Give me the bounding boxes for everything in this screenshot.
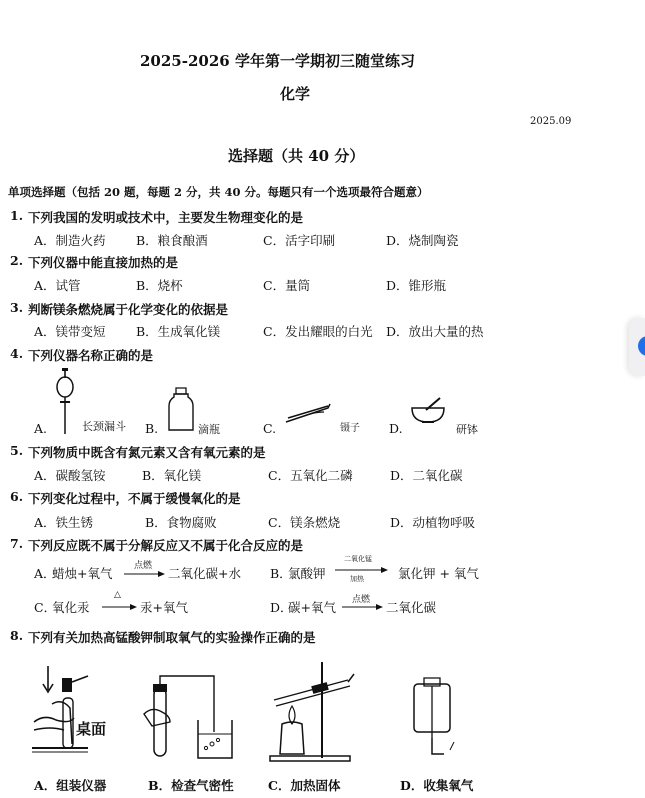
question-5-number: 5. <box>10 443 24 458</box>
q7-option-a-products: 二氧化碳+水 <box>168 566 241 581</box>
q8-option-a: A．组装仪器 <box>34 778 107 793</box>
q7-option-d-arrow <box>342 603 384 611</box>
q7-option-d-products: 二氧化碳 <box>386 600 437 615</box>
question-7-text: 下列反应既不属于分解反应又不属于化合反应的是 <box>28 538 304 553</box>
q7-option-b-reactants: 氯酸钾 <box>288 566 326 581</box>
q3-option-b: B．生成氧化镁 <box>136 324 221 339</box>
q7-option-c-arrow <box>102 603 138 611</box>
q2-option-d: D．锥形瓶 <box>386 278 447 293</box>
q4-label-a: 长颈漏斗 <box>82 420 126 433</box>
q2-option-b: B．烧杯 <box>136 278 183 293</box>
q8-option-d: D．收集氧气 <box>400 778 474 793</box>
q4-option-a: A. <box>34 421 48 436</box>
q7-option-c-letter: C． <box>34 600 57 615</box>
question-4-text: 下列仪器名称正确的是 <box>28 348 154 363</box>
question-5-text: 下列物质中既含有氮元素又含有氧元素的是 <box>28 445 266 460</box>
q5-option-d: D．二氧化碳 <box>390 468 463 483</box>
q1-option-d: D．烧制陶瓷 <box>386 233 459 248</box>
question-1-number: 1. <box>10 208 24 223</box>
exam-date: 2025.09 <box>530 116 572 127</box>
q7-option-c-products: 汞+氧气 <box>140 600 188 615</box>
q8-option-b: B．检查气密性 <box>148 778 234 793</box>
q7-option-b-condition-bottom: 加热 <box>350 575 364 583</box>
q7-option-b-arrow <box>335 566 389 574</box>
q6-option-b: B．食物腐败 <box>145 515 217 530</box>
q7-option-a-letter: A． <box>34 566 56 581</box>
q3-option-c: C．发出耀眼的白光 <box>263 324 373 339</box>
dropper-bottle-figure <box>166 388 196 433</box>
q4-label-c: 镊子 <box>340 423 360 434</box>
q7-option-b-condition-top: 二氧化锰 <box>344 555 372 563</box>
q8-option-c: C．加热固体 <box>268 778 341 793</box>
q7-option-b-products: 氯化钾 + 氧气 <box>398 566 479 581</box>
q7-option-d-reactants: 碳+氧气 <box>288 600 336 615</box>
q7-option-b-letter: B． <box>270 566 292 581</box>
q5-option-b: B．氧化镁 <box>142 468 202 483</box>
q7-option-a-reactants: 蜡烛+氧气 <box>52 566 113 581</box>
floating-side-widget[interactable] <box>629 318 645 376</box>
question-8-number: 8. <box>10 628 24 643</box>
q7-option-a-arrow <box>124 570 166 578</box>
q4-option-c: C. <box>263 421 277 436</box>
q4-option-b: B. <box>145 421 159 436</box>
q4-option-d: D. <box>389 421 403 436</box>
q1-option-c: C．活字印刷 <box>263 233 336 248</box>
q7-option-d-condition: 点燃 <box>352 595 371 605</box>
question-4-number: 4. <box>10 346 24 361</box>
q7-option-a-condition: 点燃 <box>134 561 153 571</box>
tweezers-figure <box>284 402 332 424</box>
assemble-apparatus-figure <box>30 664 115 764</box>
q4-label-b: 滴瓶 <box>198 423 220 436</box>
question-2-text: 下列仪器中能直接加热的是 <box>28 255 179 270</box>
question-6-text: 下列变化过程中，不属于缓慢氧化的是 <box>28 491 241 506</box>
separatory-funnel-figure <box>50 368 80 436</box>
airtightness-check-figure <box>140 670 240 765</box>
question-3-number: 3. <box>10 300 24 315</box>
q7-option-c-condition: △ <box>114 590 121 600</box>
q5-option-a: A．碳酸氢铵 <box>34 468 106 483</box>
question-3-text: 判断镁条燃烧属于化学变化的依据是 <box>28 302 229 317</box>
q4-label-d: 研钵 <box>456 423 478 436</box>
q5-option-c: C．五氧化二磷 <box>268 468 353 483</box>
question-7-number: 7. <box>10 536 24 551</box>
q6-option-c: C．镁条燃烧 <box>268 515 341 530</box>
question-2-number: 2. <box>10 253 24 268</box>
desk-label: 桌面 <box>76 720 107 738</box>
question-6-number: 6. <box>10 489 24 504</box>
assistant-icon[interactable] <box>638 336 645 356</box>
q6-option-a: A．铁生锈 <box>34 515 94 530</box>
q1-option-a: A．制造火药 <box>34 233 106 248</box>
mortar-pestle-figure <box>410 396 446 426</box>
q6-option-d: D．动植物呼吸 <box>390 515 476 530</box>
question-8-text: 下列有关加热高锰酸钾制取氧气的实验操作正确的是 <box>28 630 316 645</box>
heating-solid-figure <box>262 660 362 765</box>
q2-option-c: C．量筒 <box>263 278 311 293</box>
instructions: 单项选择题（包括 20 题，每题 2 分，共 40 分。每题只有一个选项最符合题意） <box>8 185 429 199</box>
section-title: 选择题（共 40 分） <box>228 147 365 165</box>
collect-oxygen-figure <box>408 676 463 761</box>
q3-option-d: D．放出大量的热 <box>386 324 484 339</box>
q7-option-d-letter: D． <box>270 600 293 615</box>
q2-option-a: A．试管 <box>34 278 81 293</box>
q1-option-b: B．粮食酿酒 <box>136 233 208 248</box>
q7-option-c-reactants: 氧化汞 <box>52 600 90 615</box>
subject-title: 化学 <box>280 85 311 103</box>
question-1-text: 下列我国的发明或技术中，主要发生物理变化的是 <box>28 210 304 225</box>
q3-option-a: A．镁带变短 <box>34 324 106 339</box>
exam-title: 2025-2026 学年第一学期初三随堂练习 <box>140 52 415 70</box>
